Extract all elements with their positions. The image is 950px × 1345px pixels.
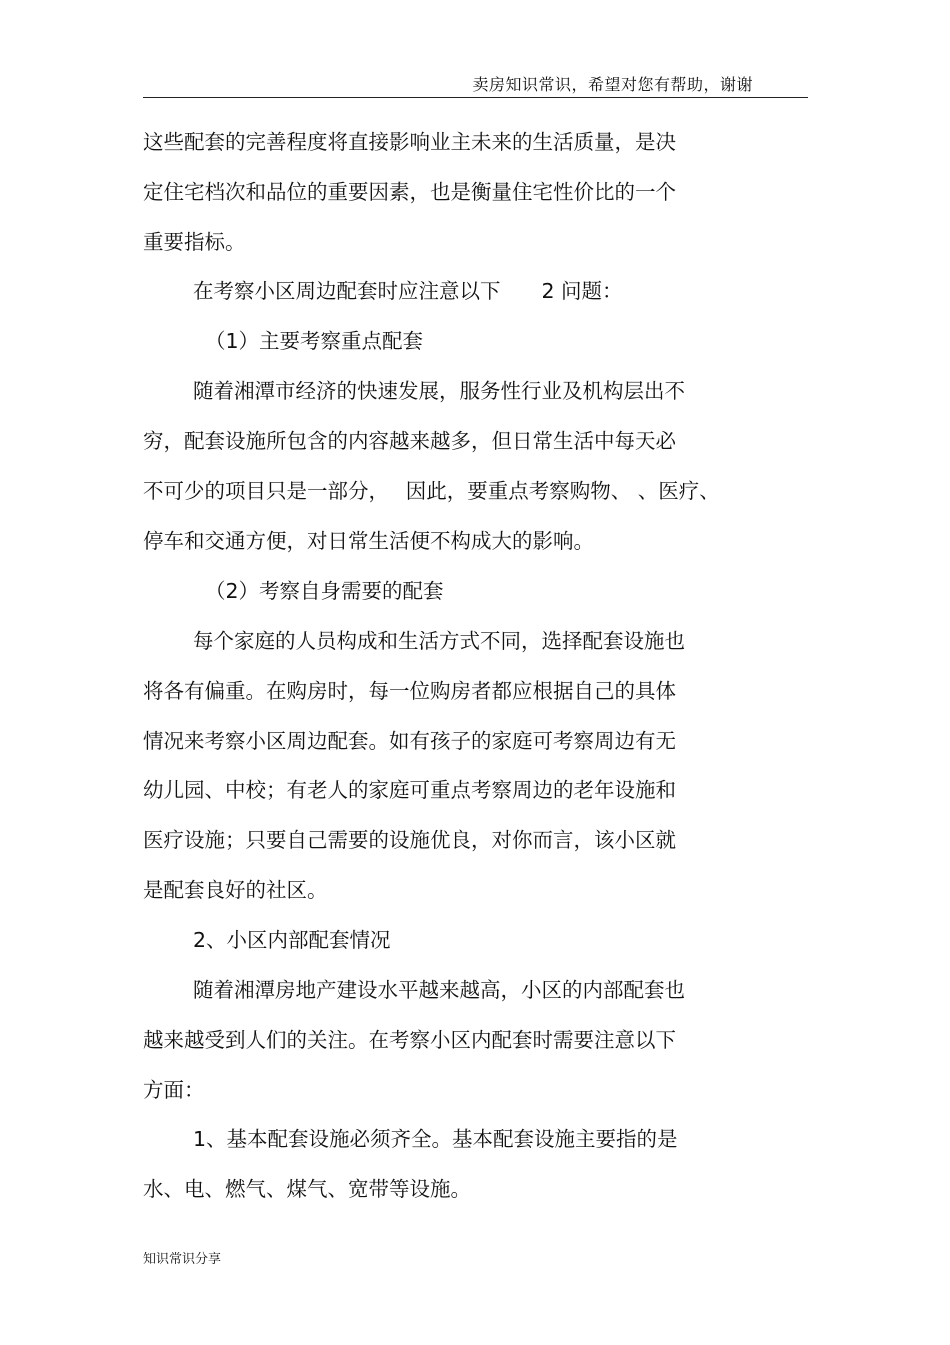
header-divider — [143, 97, 808, 98]
page-header: 卖房知识常识，希望对您有帮助，谢谢 — [472, 75, 753, 94]
body-line: 1、基本配套设施必须齐全。基本配套设施主要指的是 — [193, 1127, 678, 1151]
body-line: 重要指标。 — [143, 230, 246, 254]
body-line: 水、电、燃气、煤气、宽带等设施。 — [143, 1177, 471, 1201]
body-line: 方面： — [143, 1078, 205, 1102]
body-line: 穷，配套设施所包含的内容越来越多，但日常生活中每天必 — [143, 429, 676, 453]
page-footer: 知识常识分享 — [143, 1252, 222, 1267]
body-line: 将各有偏重。在购房时，每一位购房者都应根据自己的具体 — [143, 679, 676, 703]
body-line: 每个家庭的人员构成和生活方式不同，选择配套设施也 — [193, 629, 685, 653]
section-heading: （1）主要考察重点配套 — [205, 329, 424, 353]
body-line: 定住宅档次和品位的重要因素，也是衡量住宅性价比的一个 — [143, 180, 676, 204]
body-line: 情况来考察小区周边配套。如有孩子的家庭可考察周边有无 — [143, 729, 676, 753]
body-line: 医疗设施；只要自己需要的设施优良，对你而言，该小区就 — [143, 828, 676, 852]
body-line: 越来越受到人们的关注。在考察小区内配套时需要注意以下 — [143, 1028, 676, 1052]
body-line: 是配套良好的社区。 — [143, 878, 328, 902]
body-line: 随着湘潭房地产建设水平越来越高，小区的内部配套也 — [193, 978, 685, 1002]
body-line: 这些配套的完善程度将直接影响业主未来的生活质量，是决 — [143, 130, 676, 154]
body-line: 在考察小区周边配套时应注意以下 2 问题： — [193, 279, 623, 303]
section-heading: 2、小区内部配套情况 — [193, 928, 391, 952]
body-line: 不可少的项目只是一部分， 因此，要重点考察购物、 、医疗、 — [143, 479, 720, 503]
section-heading: （2）考察自身需要的配套 — [205, 579, 444, 603]
body-line: 停车和交通方便，对日常生活便不构成大的影响。 — [143, 529, 594, 553]
body-line: 随着湘潭市经济的快速发展，服务性行业及机构层出不 — [193, 379, 685, 403]
body-line: 幼儿园、中校；有老人的家庭可重点考察周边的老年设施和 — [143, 778, 676, 802]
